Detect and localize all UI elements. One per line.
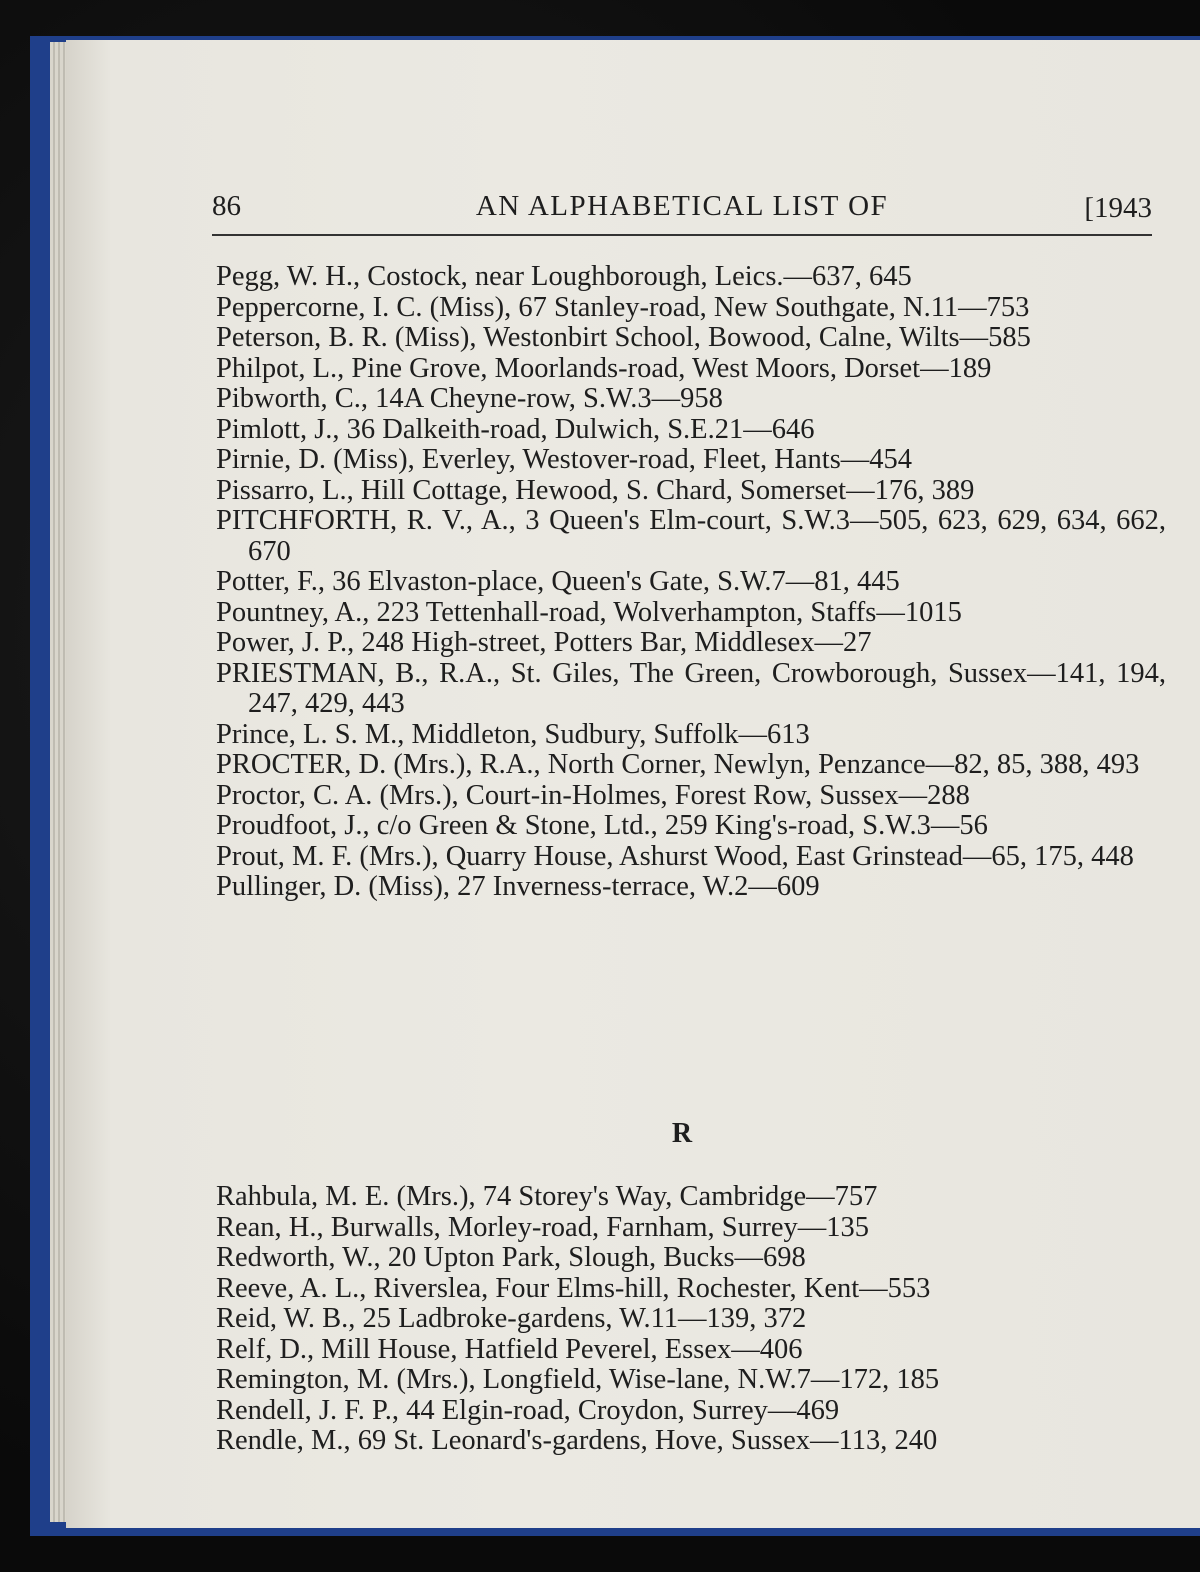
list-entry: Potter, F., 36 Elvaston-place, Queen's Gate, S.W.7—81, 445 <box>216 566 900 597</box>
list-entry: Proctor, C. A. (Mrs.), Court-in-Holmes, Forest Row, Sussex—288 <box>216 779 970 811</box>
list-entry: Pimlott, J., 36 Dalkeith-road, Dulwich, S.E.21—646 <box>216 413 815 445</box>
list-entry: PROCTER, D. (Mrs.), R.A., North Corner, Newlyn, Penzance—82, 85, 388, 493 <box>216 749 1140 780</box>
page-header <box>212 190 1152 236</box>
list-entry: Rendle, M., 69 St. Leonard's-gardens, Hove, Sussex—113, 240 <box>216 1425 938 1456</box>
book-page <box>66 40 1200 1528</box>
year-label: [1943 <box>1084 192 1152 224</box>
list-entry: Philpot, L., Pine Grove, Moorlands-road, West Moors, Dorset—189 <box>216 352 992 384</box>
section-heading-r: R <box>671 1118 693 1149</box>
list-entry: Pullinger, D. (Miss), 27 Inverness-terrace, W.2—609 <box>216 871 820 902</box>
list-entry: Power, J. P., 248 High-street, Potters Bar, Middlesex—27 <box>216 627 872 658</box>
list-entry: Remington, M. (Mrs.), Longfield, Wise-lane, N.W.7—172, 185 <box>216 1364 940 1395</box>
list-entry: Peterson, B. R. (Miss), Westonbirt School, Bowood, Calne, Wilts—585 <box>216 322 1031 353</box>
list-entry: Pissarro, L., Hill Cottage, Hewood, S. Chard, Somerset—176, 389 <box>216 474 975 506</box>
list-entry: Rahbula, M. E. (Mrs.), 74 Storey's Way, Cambridge—757 <box>216 1181 878 1212</box>
page-number: 86 <box>212 190 241 222</box>
list-entry: Rendell, J. F. P., 44 Elgin-road, Croydon, Surrey—469 <box>216 1394 840 1426</box>
list-entry: Proudfoot, J., c/o Green & Stone, Ltd., 259 King's-road, S.W.3—56 <box>216 810 988 841</box>
entries-list-p <box>216 262 1166 903</box>
list-entry: Pirnie, D. (Miss), Everley, Westover-road, Fleet, Hants—454 <box>216 444 913 475</box>
list-entry: Reeve, A. L., Riverslea, Four Elms-hill, Rochester, Kent—553 <box>216 1272 931 1304</box>
list-entry: Peppercorne, I. C. (Miss), 67 Stanley-road, New Southgate, N.11—753 <box>216 291 1030 323</box>
entries-list-r <box>216 1182 1166 1457</box>
list-entry: PITCHFORTH, R. V., A., 3 Queen's Elm-court, S.W.3—505, 623, 629, 634, 662, 670 <box>216 505 1166 567</box>
list-entry: Relf, D., Mill House, Hatfield Peverel, Essex—406 <box>216 1333 803 1365</box>
list-entry: Redworth, W., 20 Upton Park, Slough, Bucks—698 <box>216 1242 806 1273</box>
list-entry: Rean, H., Burwalls, Morley-road, Farnham, Surrey—135 <box>216 1211 869 1243</box>
list-entry: Reid, W. B., 25 Ladbroke-gardens, W.11—139, 372 <box>216 1303 807 1334</box>
list-entry: Prince, L. S. M., Middleton, Sudbury, Suffolk—613 <box>216 718 810 750</box>
list-entry: PRIESTMAN, B., R.A., St. Giles, The Green, Crowborough, Sussex—141, 194, 247, 429, 443 <box>216 657 1166 719</box>
list-entry: Pegg, W. H., Costock, near Loughborough, Leics.—637, 645 <box>216 261 912 292</box>
running-title: AN ALPHABETICAL LIST OF <box>475 190 889 222</box>
list-entry: Pibworth, C., 14A Cheyne-row, S.W.3—958 <box>216 383 723 414</box>
list-entry: Pountney, A., 223 Tettenhall-road, Wolverhampton, Staffs—1015 <box>216 596 962 628</box>
list-entry: Prout, M. F. (Mrs.), Quarry House, Ashurst Wood, East Grinstead—65, 175, 448 <box>216 840 1134 872</box>
